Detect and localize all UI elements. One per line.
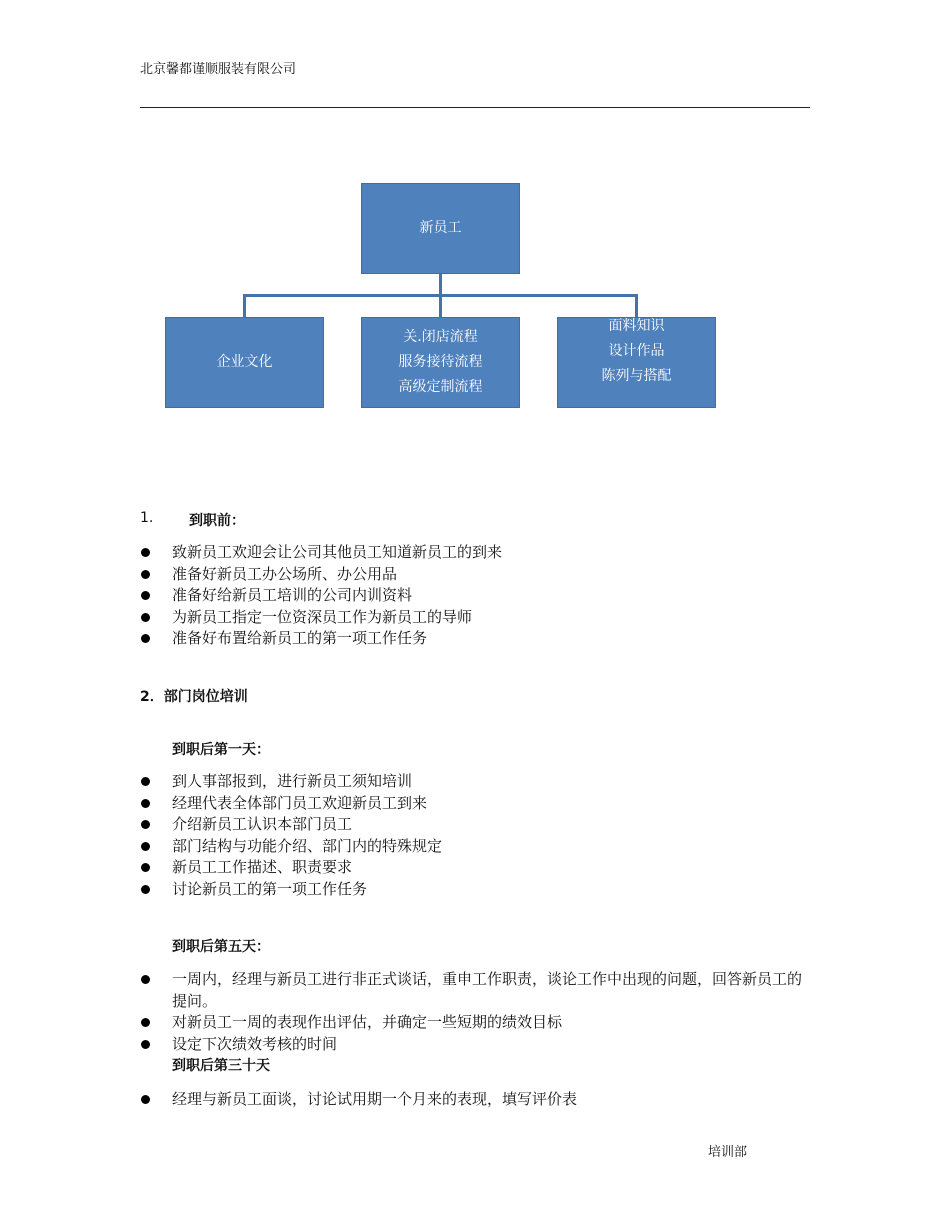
bullet-icon — [141, 591, 150, 600]
org-box-culture — [165, 317, 324, 408]
bullet-icon — [141, 975, 150, 984]
org-box-label: 设计作品 — [608, 343, 665, 359]
bullet-icon — [141, 820, 150, 829]
day30-list — [140, 1089, 812, 1111]
list-item: 准备好给新员工培训的公司内训资料 — [140, 585, 812, 607]
bullet-icon — [141, 634, 150, 643]
bullet-icon — [141, 613, 150, 622]
list-item: 经理与新员工面谈，讨论试用期一个月来的表现，填写评价表 — [140, 1089, 812, 1111]
section1-title: 到职前： — [189, 513, 245, 529]
bullet-icon — [141, 777, 150, 786]
bullet-icon — [141, 570, 150, 579]
org-connector-vertical — [439, 274, 442, 296]
list-item: 讨论新员工的第一项工作任务 — [140, 879, 812, 901]
org-box-label: 陈列与搭配 — [601, 368, 672, 384]
day1-list — [140, 771, 812, 900]
org-box-label: 面料知识 — [608, 318, 665, 334]
list-item: 新员工工作描述、职责要求 — [140, 857, 812, 879]
list-item: 为新员工指定一位资深员工作为新员工的导师 — [140, 607, 812, 629]
section1-number: 1. — [140, 510, 154, 526]
list-item: 对新员工一周的表现作出评估，并确定一些短期的绩效目标 — [140, 1012, 812, 1034]
bullet-icon — [141, 548, 150, 557]
list-item: 设定下次绩效考核的时间 — [140, 1034, 812, 1056]
org-connector-middle — [439, 294, 442, 317]
org-connector-left — [243, 294, 246, 317]
day5-list — [140, 969, 812, 1055]
bullet-icon — [141, 863, 150, 872]
list-item: 准备好布置给新员工的第一项工作任务 — [140, 628, 812, 650]
list-item: 介绍新员工认识本部门员工 — [140, 814, 812, 836]
section2-title: 2．部门岗位培训 — [140, 689, 248, 705]
org-box-label: 高级定制流程 — [398, 379, 483, 395]
bullet-icon — [141, 1018, 150, 1027]
header-divider — [140, 107, 810, 108]
bullet-icon — [141, 799, 150, 808]
day30-title: 到职后第三十天 — [172, 1058, 270, 1074]
org-box-new-employee — [361, 183, 520, 274]
list-item: 准备好新员工办公场所、办公用品 — [140, 564, 812, 586]
bullet-icon — [141, 1040, 150, 1049]
bullet-icon — [141, 885, 150, 894]
list-item: 经理代表全体部门员工欢迎新员工到来 — [140, 793, 812, 815]
footer-department: 培训部 — [708, 1145, 748, 1160]
section1-list — [140, 542, 812, 650]
day1-title: 到职后第一天： — [172, 742, 270, 758]
org-box-label: 新员工 — [419, 220, 462, 236]
day5-title: 到职后第五天： — [172, 939, 270, 955]
list-item: 部门结构与功能介绍、部门内的特殊规定 — [140, 836, 812, 858]
list-item: 一周内，经理与新员工进行非正式谈话，重申工作职责，谈论工作中出现的问题，回答新员工的提问。 — [140, 969, 812, 1012]
org-box-label: 服务接待流程 — [398, 354, 483, 370]
org-box-label: 关.闭店流程 — [403, 329, 478, 345]
bullet-icon — [141, 842, 150, 851]
company-name: 北京馨都谨顺服装有限公司 — [140, 62, 297, 77]
list-item: 到人事部报到，进行新员工须知培训 — [140, 771, 812, 793]
bullet-icon — [141, 1095, 150, 1104]
org-box-label: 企业文化 — [216, 354, 273, 370]
list-item: 致新员工欢迎会让公司其他员工知道新员工的到来 — [140, 542, 812, 564]
org-box-process — [361, 317, 520, 408]
org-box-knowledge — [557, 317, 716, 408]
